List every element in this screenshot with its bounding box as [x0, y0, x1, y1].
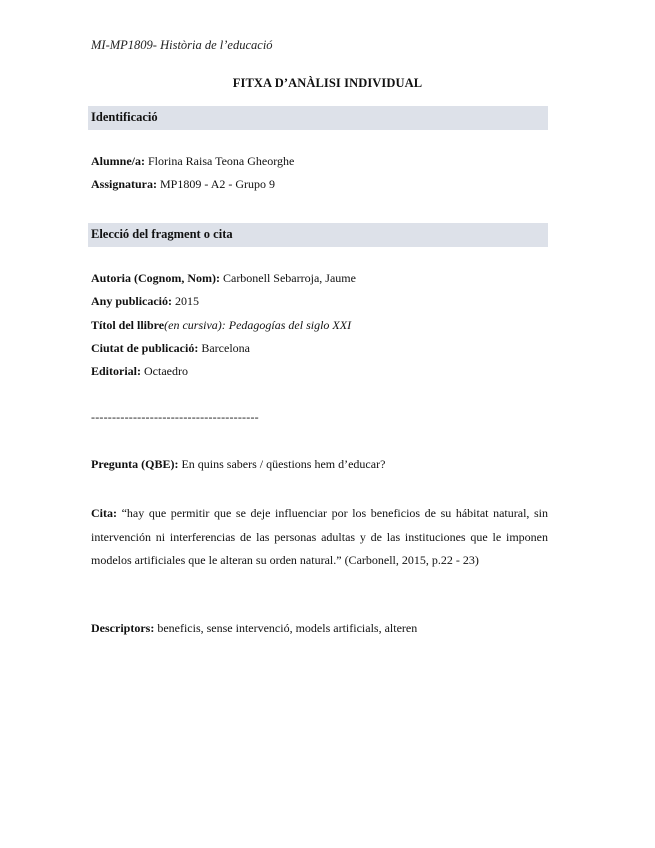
field-ciutat — [91, 341, 250, 356]
field-label: Descriptors: — [91, 621, 155, 635]
field-descriptors — [91, 621, 417, 636]
field-value: MP1809 - A2 - Grupo 9 — [160, 177, 276, 191]
field-value: En quins sabers / qüestions hem d’educar? — [181, 457, 386, 471]
document-title: FITXA D’ANÀLISI INDIVIDUAL — [232, 76, 423, 90]
field-value: Octaedro — [144, 364, 188, 378]
field-alumne — [91, 154, 294, 169]
section-eleccio — [88, 223, 548, 247]
field-value: beneficis, sense intervenció, models artificials, alteren — [157, 621, 418, 635]
field-label: Autoria (Cognom, Nom): — [91, 271, 220, 285]
field-pregunta — [91, 457, 385, 472]
separator-line: ---------------------------------------- — [91, 410, 259, 424]
running-header: MI-MP1809- Història de l’educació — [91, 38, 273, 52]
field-label: Assignatura: — [91, 177, 158, 191]
field-label: Pregunta (QBE): — [91, 457, 179, 471]
field-label: Títol del llibre — [91, 318, 165, 332]
section-heading: Identificació — [91, 110, 158, 124]
field-value: Pedagogías del siglo XXI — [228, 318, 352, 332]
field-value: 2015 — [175, 294, 200, 308]
field-titol — [91, 318, 351, 333]
section-heading: Elecció del fragment o cita — [91, 227, 233, 241]
field-value: Carbonell Sebarroja, Jaume — [222, 271, 356, 285]
section-identificacio — [88, 106, 548, 130]
field-label: Any publicació: — [91, 294, 173, 308]
field-value: “hay que permitir que se deje influenciar por los beneficios de su hábitat natural, sin intervención ni interferencias de las personas adultas y de las instituciones que le imponen modelos artificiales que le alteran su orden natural.” (Carbonell, 2015, p.22 - 23) — [91, 506, 549, 567]
field-any — [91, 294, 199, 309]
field-autoria — [91, 271, 356, 286]
field-note: (en cursiva): — [164, 318, 226, 332]
field-label: Cita: — [91, 506, 117, 520]
field-editorial — [91, 364, 188, 379]
field-label: Ciutat de publicació: — [91, 341, 199, 355]
field-cita — [91, 502, 548, 573]
field-value: Florina Raisa Teona Gheorghe — [148, 154, 295, 168]
field-value: Barcelona — [201, 341, 250, 355]
field-label: Alumne/a: — [91, 154, 145, 168]
field-assignatura — [91, 177, 275, 192]
field-label: Editorial: — [91, 364, 141, 378]
